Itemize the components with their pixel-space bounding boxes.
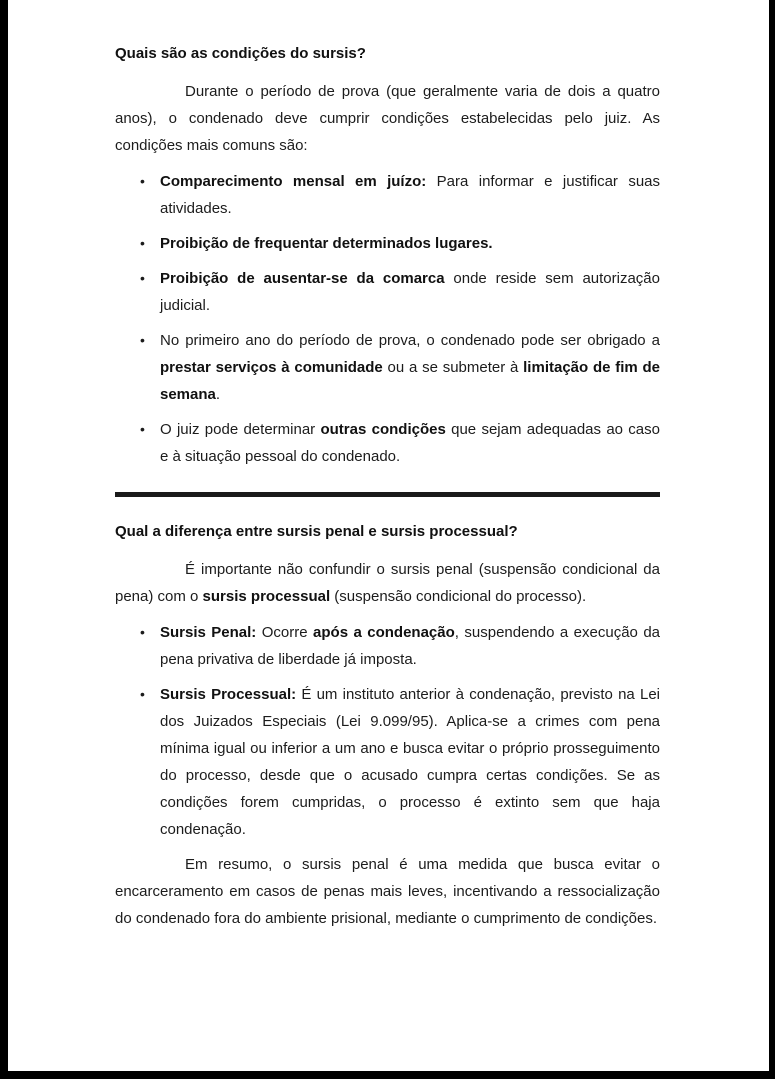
bullet-marker: •	[140, 624, 145, 640]
bold-text-run: prestar serviços à comunidade	[160, 359, 383, 376]
intro-paragraph-conditions	[115, 78, 660, 159]
text-run: .	[215, 386, 221, 403]
closing-paragraph	[115, 851, 660, 932]
text-run: É importante não confundir o sursis penal (suspensão condicional da pena) com o	[115, 561, 660, 605]
bullet-marker: •	[140, 332, 145, 348]
text-run: Ocorre	[256, 624, 314, 641]
text-run: Durante o período de prova (que geralmente varia de dois a quatro anos), o condenado deve cumprir condições estabelecidas pelo juiz. As condições mais comuns são:	[115, 83, 660, 154]
bullet-marker: •	[140, 421, 145, 437]
text-run: onde reside sem autorização judicial.	[160, 270, 660, 314]
intro-paragraph-difference	[115, 556, 660, 610]
section-heading-difference: Qual a diferença entre sursis penal e sursis processual?	[115, 523, 518, 540]
bold-text-run: Sursis Penal:	[160, 624, 257, 641]
list-item-text	[160, 332, 660, 403]
bold-text-run: Proibição de frequentar determinados lugares.	[160, 235, 493, 252]
text-run: Para informar e justificar suas atividades.	[160, 173, 661, 217]
text-run: Em resumo, o sursis penal é uma medida que busca evitar o encarceramento em casos de penas mais leves, incentivando a ressocialização do condenado fora do ambiente prisional, mediante o cumprimento de condições.	[115, 856, 660, 927]
bold-text-run: Proibição de ausentar-se da comarca	[160, 270, 445, 287]
bold-text-run: sursis processual	[202, 588, 331, 605]
list-item-monthly-appearance	[140, 168, 661, 222]
list-item-text	[160, 270, 660, 314]
page-content	[8, 0, 769, 932]
list-item-sursis-penal	[140, 619, 660, 673]
section-heading-conditions: Quais são as condições do sursis?	[115, 45, 366, 62]
list-item-text	[160, 686, 660, 838]
bold-text-run: Comparecimento mensal em juízo:	[160, 173, 427, 190]
list-item-text	[160, 235, 493, 252]
list-item-prohibited-places	[140, 230, 660, 257]
text-run: (suspensão condicional do processo).	[330, 588, 587, 605]
bold-text-run: após a condenação	[313, 624, 455, 641]
bullet-marker: •	[140, 173, 145, 189]
text-run: que sejam adequadas ao caso e à situação pessoal do condenado.	[160, 421, 660, 465]
bold-text-run: limitação de fim de semana	[160, 359, 660, 403]
section-divider	[115, 492, 660, 497]
text-run: O juiz pode determinar	[160, 421, 321, 438]
text-run: ou a se submeter à	[382, 359, 524, 376]
conditions-bullet-list	[115, 168, 660, 470]
list-item-text	[160, 624, 660, 668]
bold-text-run: Sursis Processual:	[160, 686, 297, 703]
list-item-sursis-processual	[140, 681, 660, 843]
text-run: É um instituto anterior à condenação, previsto na Lei dos Juizados Especiais (Lei 9.099/95). Aplica-se a crimes com pena mínima igual ou inferior a um ano e busca evitar o próprio prosseguimento do processo, desde que o acusado cumpra certas condições. Se as condições forem cumpridas, o processo é extinto sem que haja condenação.	[160, 686, 660, 838]
document-page	[8, 0, 769, 1071]
list-item-comarca	[140, 265, 660, 319]
text-run: No primeiro ano do período de prova, o condenado pode ser obrigado a	[160, 332, 660, 349]
bullet-marker: •	[140, 235, 145, 251]
list-item-other-conditions	[140, 416, 660, 470]
difference-bullet-list	[115, 619, 660, 843]
list-item-text	[160, 173, 660, 217]
list-item-text	[160, 421, 660, 465]
bold-text-run: outras condições	[320, 421, 446, 438]
text-run: , suspendendo a execução da pena privativa de liberdade já imposta.	[160, 624, 660, 668]
bullet-marker: •	[140, 270, 145, 286]
list-item-community-service	[140, 327, 660, 408]
bullet-marker: •	[140, 686, 145, 702]
